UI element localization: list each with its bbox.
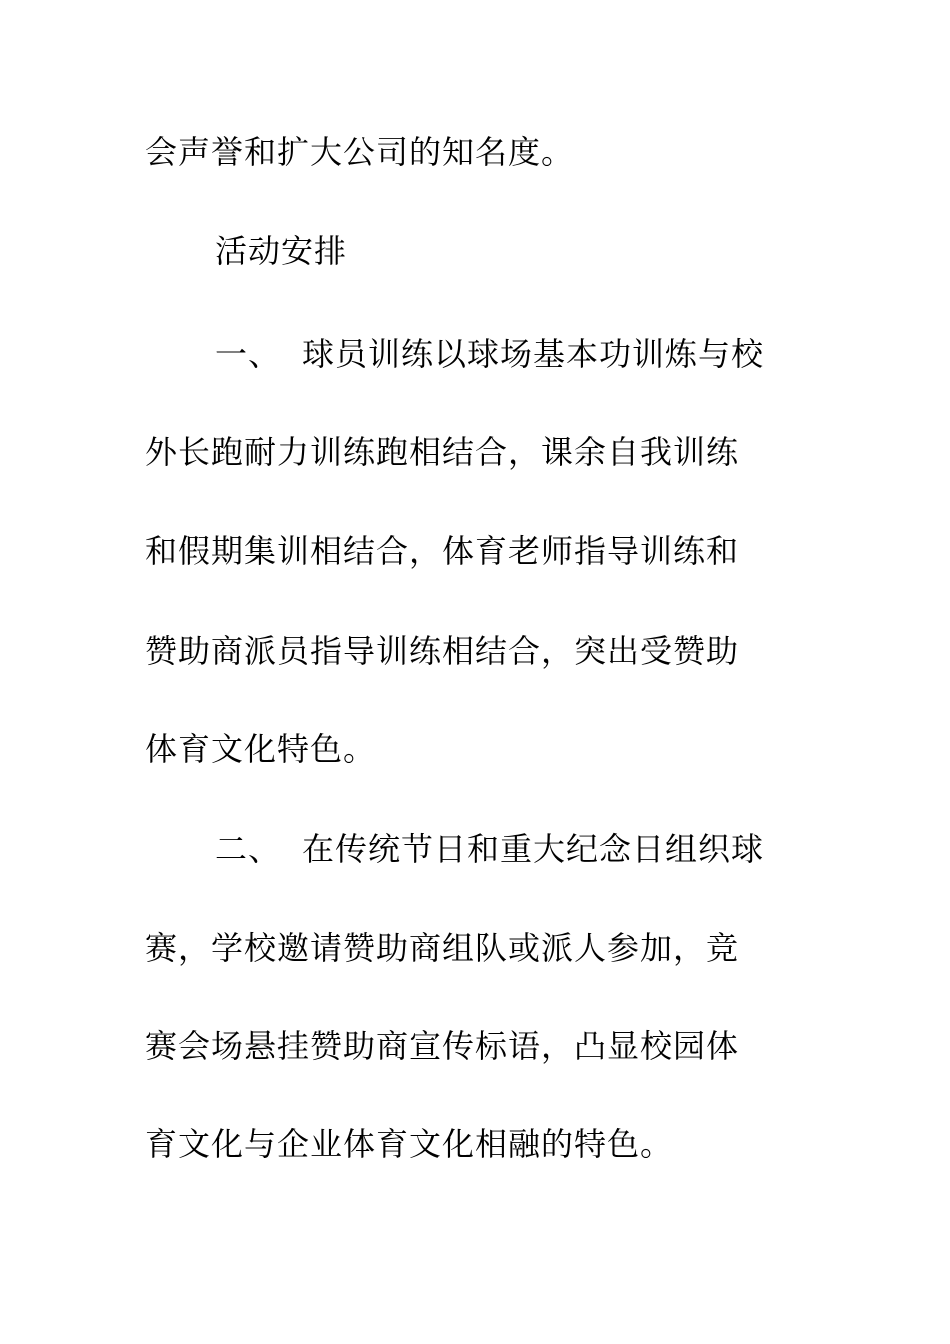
list-item-line bbox=[215, 334, 875, 374]
paragraph-line: 育文化与企业体育文化相融的特色。 bbox=[145, 1125, 674, 1163]
list-number: 一、 bbox=[215, 335, 282, 373]
paragraph-line: 体育文化特色。 bbox=[145, 730, 377, 768]
paragraph-line: 外长跑耐力训练跑相结合，课余自我训练 bbox=[145, 433, 740, 471]
paragraph-line: 赛会场悬挂赞助商宣传标语，凸显校园体 bbox=[145, 1027, 740, 1065]
paragraph-line: 赞助商派员指导训练相结合，突出受赞助 bbox=[145, 632, 740, 670]
paragraph-line: 赛，学校邀请赞助商组队或派人参加，竞 bbox=[145, 929, 740, 967]
paragraph-line: 会声誉和扩大公司的知名度。 bbox=[145, 133, 575, 171]
list-number: 二、 bbox=[215, 830, 282, 868]
list-item-text: 在传统节日和重大纪念日组织球 bbox=[302, 830, 765, 868]
paragraph-line: 和假期集训相结合，体育老师指导训练和 bbox=[145, 532, 740, 570]
section-heading: 活动安排 bbox=[215, 232, 348, 270]
list-item-line bbox=[215, 829, 875, 869]
list-item-text: 球员训练以球场基本功训炼与校 bbox=[302, 335, 765, 373]
